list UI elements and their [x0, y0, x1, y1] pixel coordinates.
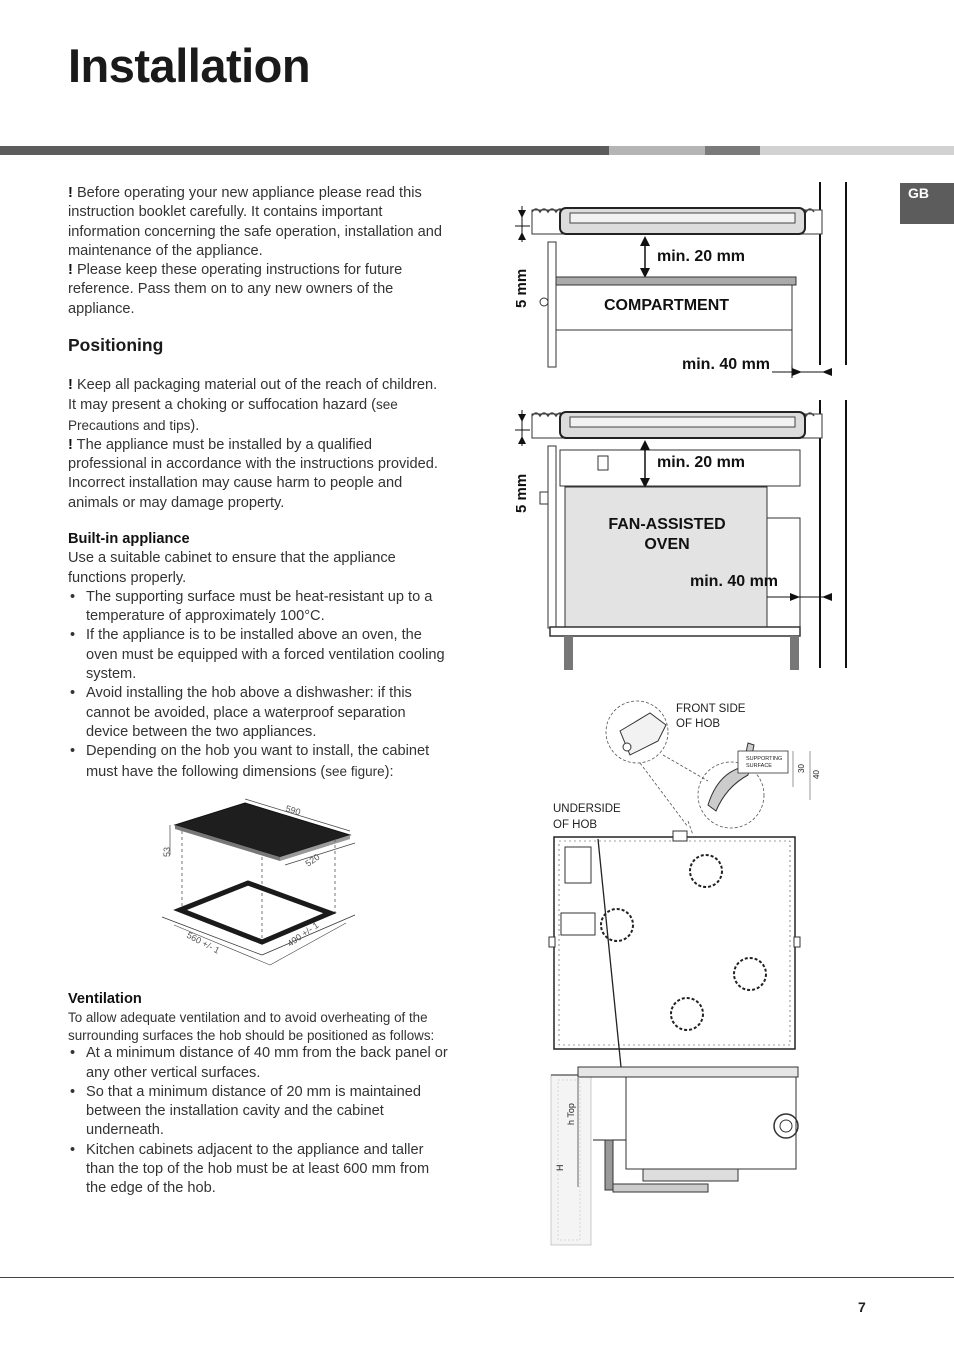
- builtin-heading: Built-in appliance: [68, 531, 190, 547]
- header-rule-mid: [705, 146, 760, 155]
- arrow-right-icon: [792, 368, 802, 376]
- builtin-bullet-list: [68, 588, 448, 782]
- cabinet-foot: [790, 636, 799, 670]
- supporting-label-1: SUPPORTING: [746, 756, 783, 762]
- cabinet-side: [548, 242, 556, 367]
- hob-underside-diagram: [548, 695, 838, 1250]
- dim-40-label: 40: [812, 770, 821, 779]
- underside-label-2: OF HOB: [553, 819, 598, 831]
- list-item: • Avoid installing the hob above a dishwasher: if this cannot be avoided, place a waterproof separation device between the two appliances.: [68, 684, 448, 742]
- ventilation-heading: Ventilation: [68, 991, 142, 1007]
- list-item: • Depending on the hob you want to install, the cabinet must have the following dimensions (see figure):: [68, 742, 448, 782]
- clip-icon: [794, 937, 800, 947]
- arrow-left-icon: [822, 368, 832, 376]
- figure-reference: see figure: [325, 763, 385, 779]
- warning-mark: !: [68, 185, 73, 201]
- hob-section-body: [626, 1077, 796, 1169]
- label-min20: min. 20 mm: [657, 454, 746, 471]
- fan-assisted-oven: [565, 487, 767, 627]
- positioning-warning-2: ! The appliance must be installed by a qualified professional in accordance with the instructions provided. Incorrect installation may cause harm to people and animals or may damage property.: [68, 436, 438, 511]
- hob-glass-top: [175, 803, 350, 857]
- list-item: • Kitchen cabinets adjacent to the appliance and taller than the top of the hob must be at least 600 mm from the edge of the hob.: [68, 1141, 448, 1199]
- arrow-left-icon: [822, 593, 832, 601]
- label-compartment: COMPARTMENT: [604, 297, 730, 314]
- hob-glass: [570, 213, 795, 223]
- label-min20: min. 20 mm: [657, 248, 746, 265]
- label-5mm: 5 mm: [513, 473, 530, 513]
- positioning-heading: Positioning: [68, 335, 164, 355]
- arrow-up-icon: [640, 440, 650, 450]
- ventilation-bullet-list: [68, 1044, 448, 1198]
- oven-label-line1: FAN-ASSISTED: [608, 516, 726, 533]
- compartment-shelf: [556, 277, 796, 285]
- oven-label-line2: OVEN: [644, 536, 690, 553]
- dim-30-label: 30: [797, 764, 806, 773]
- dim-height-label: 53: [162, 846, 172, 857]
- leader-line: [688, 821, 693, 835]
- arrow-down-icon: [518, 210, 526, 218]
- label-5mm: 5 mm: [513, 268, 530, 308]
- h-label: H: [555, 1164, 565, 1171]
- connector-housing: [561, 913, 595, 935]
- leader-line: [640, 763, 688, 827]
- h-top-label: h Top: [566, 1103, 576, 1125]
- hob-section-glass: [578, 1067, 798, 1077]
- connector-box: [598, 456, 608, 470]
- intro-warning-2: ! Please keep these operating instructions for future reference. Pass them on to any new owners of the appliance.: [68, 262, 403, 317]
- header-rule-dark: [0, 146, 609, 155]
- hob-dimension-figure: [150, 795, 370, 975]
- leader-line: [663, 755, 708, 781]
- list-item: • At a minimum distance of 40 mm from the back panel or any other vertical surfaces.: [68, 1044, 448, 1083]
- arrow-down-icon: [518, 414, 526, 422]
- cabinet-knob: [540, 298, 548, 306]
- hob-section-base: [643, 1169, 738, 1181]
- footer-rule: [0, 1277, 954, 1278]
- builtin-intro: Use a suitable cabinet to ensure that the appliance functions properly.: [68, 550, 396, 586]
- header-rule-pale: [760, 146, 954, 155]
- fixing-screw: [605, 1140, 613, 1190]
- terminal-block: [565, 847, 591, 883]
- dim-width-label: 590: [284, 803, 302, 818]
- clip-icon: [673, 831, 687, 841]
- precautions-reference: see Precautions and tips: [68, 397, 398, 433]
- hob-glass: [570, 417, 795, 427]
- worktop-section: [551, 1075, 591, 1245]
- arrow-up-icon: [518, 232, 526, 240]
- cutout-depth-label: 490 +/- 1: [285, 919, 321, 949]
- positioning-warning-1: ! Keep all packaging material out of the reach of children. It may present a choking or suffocation hazard (see Precautions and tips).: [68, 377, 438, 434]
- warning-mark: !: [68, 436, 73, 453]
- ventilation-section: [68, 990, 448, 1199]
- clip-icon: [549, 937, 555, 947]
- label-min40: min. 40 mm: [682, 356, 771, 373]
- arrow-up-icon: [518, 436, 526, 444]
- header-rule-light: [609, 146, 705, 155]
- warning-mark: !: [68, 262, 73, 279]
- dim-depth-label: 520: [303, 851, 322, 869]
- front-side-label-1: FRONT SIDE: [676, 703, 746, 715]
- compartment-installation-diagram: [510, 180, 860, 385]
- list-item: • The supporting surface must be heat-resistant up to a temperature of approximately 100°C.: [68, 588, 448, 627]
- cabinet-side: [548, 446, 556, 628]
- language-tab: GB: [900, 183, 954, 224]
- front-side-label-2: OF HOB: [676, 718, 721, 730]
- screw-icon: [623, 743, 631, 751]
- page-title: Installation: [68, 39, 311, 92]
- intro-warning-1: ! Before operating your new appliance please read this instruction booklet carefully. It contains important information concerning the safe operation, installation and maintenance of the appliance.: [68, 185, 443, 259]
- supporting-label-2: SURFACE: [746, 763, 772, 769]
- cabinet-base: [550, 627, 800, 636]
- underside-label-1: UNDERSIDE: [553, 803, 621, 815]
- cabinet-hinge: [540, 492, 548, 504]
- label-min40: min. 40 mm: [690, 573, 779, 590]
- ventilation-intro: To allow adequate ventilation and to avoid overheating of the surrounding surfaces the hob should be positioned as follows:: [68, 1010, 435, 1043]
- list-item: • So that a minimum distance of 20 mm is maintained between the installation cavity and the cabinet underneath.: [68, 1083, 448, 1141]
- positioning-section: [68, 376, 448, 513]
- fixing-bracket: [613, 1184, 708, 1192]
- intro-section: [68, 184, 448, 319]
- list-item: • If the appliance is to be installed above an oven, the oven must be equipped with a forced ventilation cooling system.: [68, 626, 448, 684]
- arrow-up-icon: [640, 236, 650, 246]
- warning-mark: !: [68, 377, 73, 393]
- cabinet-foot: [564, 636, 573, 670]
- cutout-width-label: 560 +/- 1: [185, 929, 222, 956]
- builtin-section: [68, 530, 448, 782]
- supporting-surface-box: [738, 751, 788, 773]
- page-number: 7: [858, 1299, 866, 1315]
- oven-installation-diagram: [510, 398, 860, 673]
- arrow-right-icon: [790, 593, 800, 601]
